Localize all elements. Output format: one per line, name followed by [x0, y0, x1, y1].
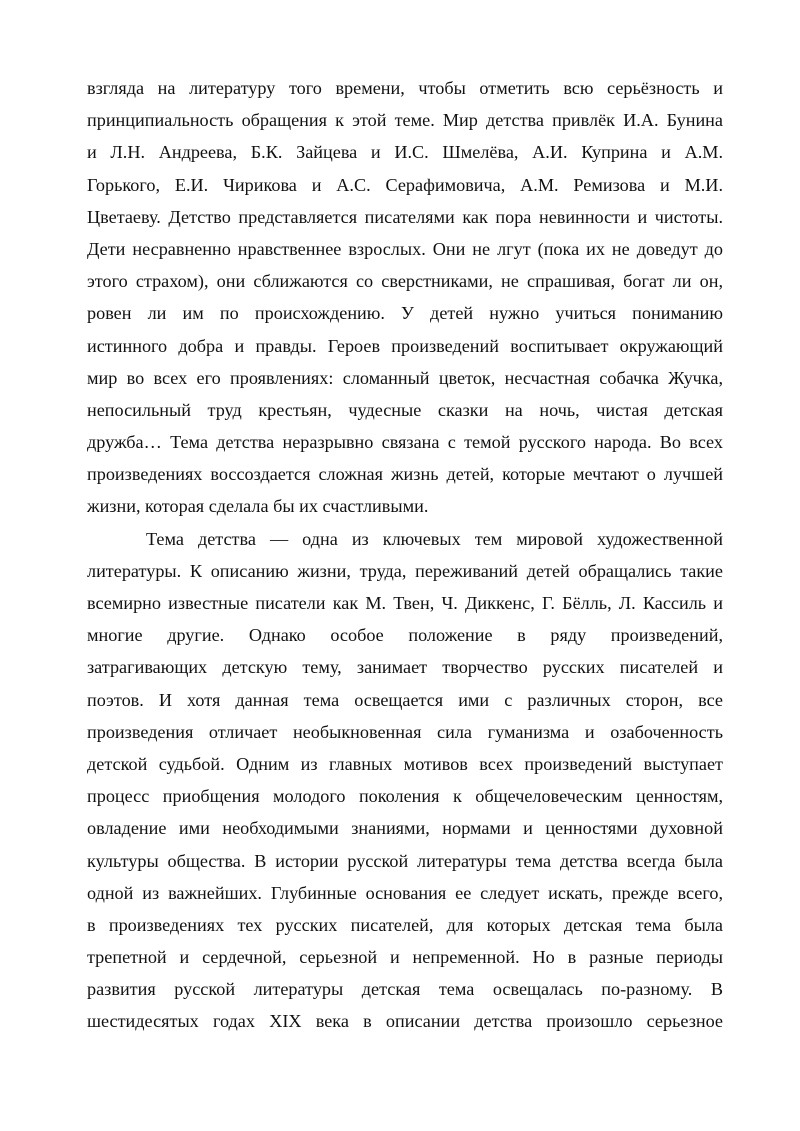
- text-line: Горького, Е.И. Чирикова и А.С. Серафимовича, А.М. Ремизова и М.И.: [87, 174, 723, 195]
- text-line: и Л.Н. Андреева, Б.К. Зайцева и И.С. Шмелёва, А.И. Куприна и А.М.: [87, 142, 723, 163]
- paragraph: [87, 523, 723, 1038]
- paragraph: [87, 72, 723, 523]
- text-line: шестидесятых годах XIX века в описании детства произошло серьезное: [87, 1011, 723, 1032]
- text-line: в произведениях тех русских писателей, для которых детская тема была: [87, 914, 723, 935]
- text-line: поэтов. И хотя данная тема освещается ими с различных сторон, все: [87, 689, 723, 710]
- text-line: культуры общества. В истории русской литературы тема детства всегда была: [87, 850, 723, 871]
- text-line: принципиальность обращения к этой теме. Мир детства привлёк И.А. Бунина: [87, 110, 723, 131]
- text-line: овладение ими необходимыми знаниями, нормами и ценностями духовной: [87, 818, 723, 839]
- text-line: Тема детства — одна из ключевых тем мировой художественной: [146, 528, 723, 549]
- text-line: взгляда на литературу того времени, чтобы отметить всю серьёзность и: [87, 78, 723, 98]
- text-line: развития русской литературы детская тема освещалась по-разному. В: [87, 979, 723, 1000]
- text-line: многие другие. Однако особое положение в ряду произведений,: [87, 625, 723, 646]
- text-line: одной из важнейших. Глубинные основания ее следует искать, прежде всего,: [87, 882, 723, 903]
- text-line: непосильный труд крестьян, чудесные сказки на ночь, чистая детская: [87, 399, 723, 420]
- text-line: произведения отличает необыкновенная сила гуманизма и озабоченность: [87, 721, 723, 742]
- text-line: Цветаеву. Детство представляется писателями как пора невинности и чистоты.: [87, 206, 723, 227]
- text-line: истинного добра и правды. Героев произведений воспитывает окружающий: [87, 335, 723, 356]
- text-line: процесс приобщения молодого поколения к общечеловеческим ценностям,: [87, 786, 723, 807]
- text-line: произведениях воссоздается сложная жизнь детей, которые мечтают о лучшей: [87, 464, 723, 485]
- text-line: Дети несравненно нравственнее взрослых. Они не лгут (пока их не доведут до: [87, 238, 723, 259]
- text-line: мир во всех его проявлениях: сломанный цветок, несчастная собачка Жучка,: [87, 367, 723, 388]
- text-line: литературы. К описанию жизни, труда, переживаний детей обращались такие: [87, 560, 723, 581]
- text-line: детской судьбой. Одним из главных мотивов всех произведений выступает: [87, 753, 723, 774]
- text-line: жизни, которая сделала бы их счастливыми.: [87, 496, 429, 517]
- text-line: всемирно известные писатели как М. Твен, Ч. Диккенс, Г. Бёлль, Л. Кассиль и: [87, 593, 723, 613]
- text-line: этого страхом), они сближаются со сверстниками, не спрашивая, богат ли он,: [87, 271, 723, 292]
- text-line: затрагивающих детскую тему, занимает творчество русских писателей и: [87, 657, 723, 678]
- text-line: дружба… Тема детства неразрывно связана с темой русского народа. Во всех: [87, 432, 723, 453]
- text-line: ровен ли им по происхождению. У детей нужно учиться пониманию: [87, 303, 723, 324]
- document-page: [87, 72, 723, 1038]
- text-line: трепетной и сердечной, серьезной и непременной. Но в разные периоды: [87, 947, 723, 968]
